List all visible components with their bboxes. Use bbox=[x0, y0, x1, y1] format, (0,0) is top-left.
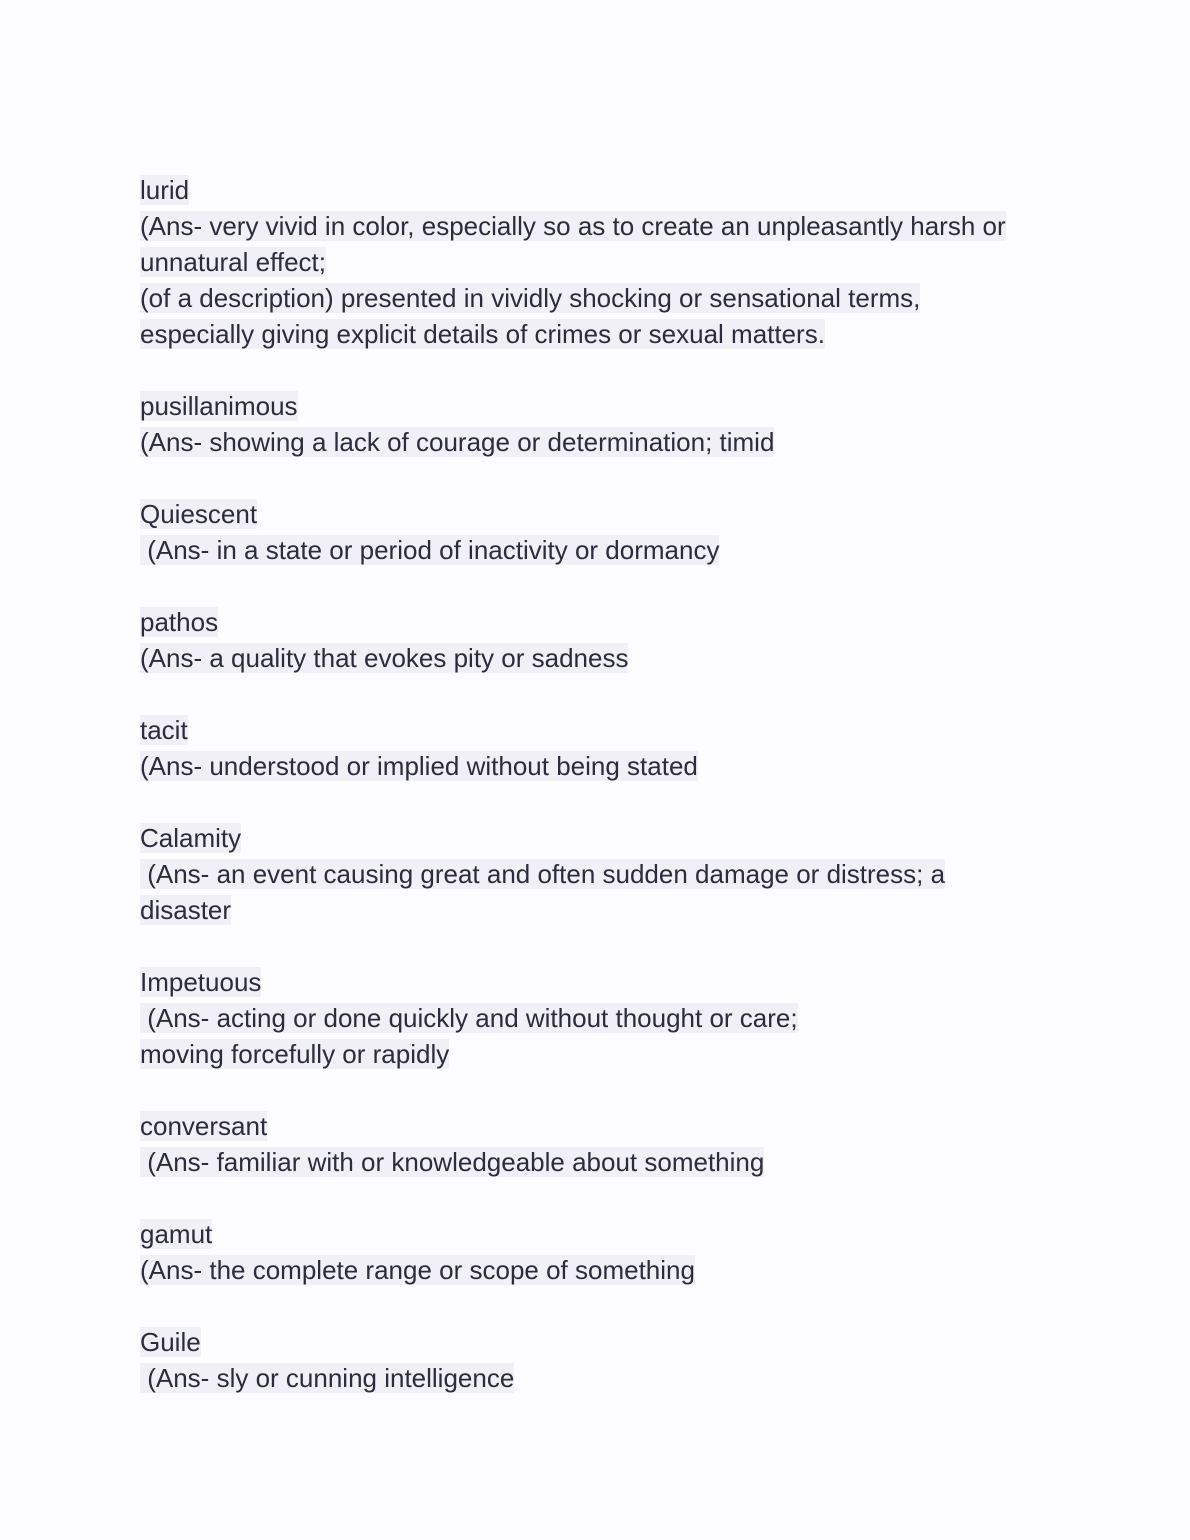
definition-line: (Ans- the complete range or scope of something bbox=[140, 1255, 695, 1285]
document-page bbox=[140, 172, 1080, 1432]
definition-line: disaster bbox=[140, 895, 232, 925]
definition-line: (Ans- sly or cunning intelligence bbox=[140, 1363, 515, 1393]
vocab-entry-gamut bbox=[140, 1216, 1080, 1288]
definition-line: moving forcefully or rapidly bbox=[140, 1039, 450, 1069]
definition-line: (Ans- a quality that evokes pity or sadness bbox=[140, 643, 629, 673]
term: gamut bbox=[140, 1219, 213, 1249]
vocab-entry-impetuous bbox=[140, 964, 1080, 1072]
term: pusillanimous bbox=[140, 391, 298, 421]
term: tacit bbox=[140, 715, 188, 745]
vocab-entry-pusillanimous bbox=[140, 388, 1080, 460]
definition-line: (Ans- familiar with or knowledgeable about something bbox=[140, 1147, 765, 1177]
definition-line: (Ans- very vivid in color, especially so as to create an unpleasantly harsh or bbox=[140, 211, 1006, 241]
definition-line: (Ans- acting or done quickly and without thought or care; bbox=[140, 1003, 798, 1033]
definition-line: (Ans- in a state or period of inactivity or dormancy bbox=[140, 535, 720, 565]
definition-line: (Ans- understood or implied without being stated bbox=[140, 751, 698, 781]
term: Calamity bbox=[140, 823, 242, 853]
term: lurid bbox=[140, 175, 190, 205]
definition-line: especially giving explicit details of crimes or sexual matters. bbox=[140, 319, 825, 349]
term: Guile bbox=[140, 1327, 201, 1357]
definition-line: (Ans- showing a lack of courage or determination; timid bbox=[140, 427, 775, 457]
vocab-entry-quiescent bbox=[140, 496, 1080, 568]
term: pathos bbox=[140, 607, 219, 637]
definition-line: unnatural effect; bbox=[140, 247, 326, 277]
term: Quiescent bbox=[140, 499, 258, 529]
definition-line: (of a description) presented in vividly shocking or sensational terms, bbox=[140, 283, 921, 313]
vocab-entry-lurid bbox=[140, 172, 1080, 352]
term: Impetuous bbox=[140, 967, 262, 997]
vocab-entry-pathos bbox=[140, 604, 1080, 676]
vocab-entry-conversant bbox=[140, 1108, 1080, 1180]
vocab-entry-calamity bbox=[140, 820, 1080, 928]
vocab-entry-guile bbox=[140, 1324, 1080, 1396]
vocab-entry-tacit bbox=[140, 712, 1080, 784]
term: conversant bbox=[140, 1111, 268, 1141]
definition-line: (Ans- an event causing great and often sudden damage or distress; a bbox=[140, 859, 946, 889]
